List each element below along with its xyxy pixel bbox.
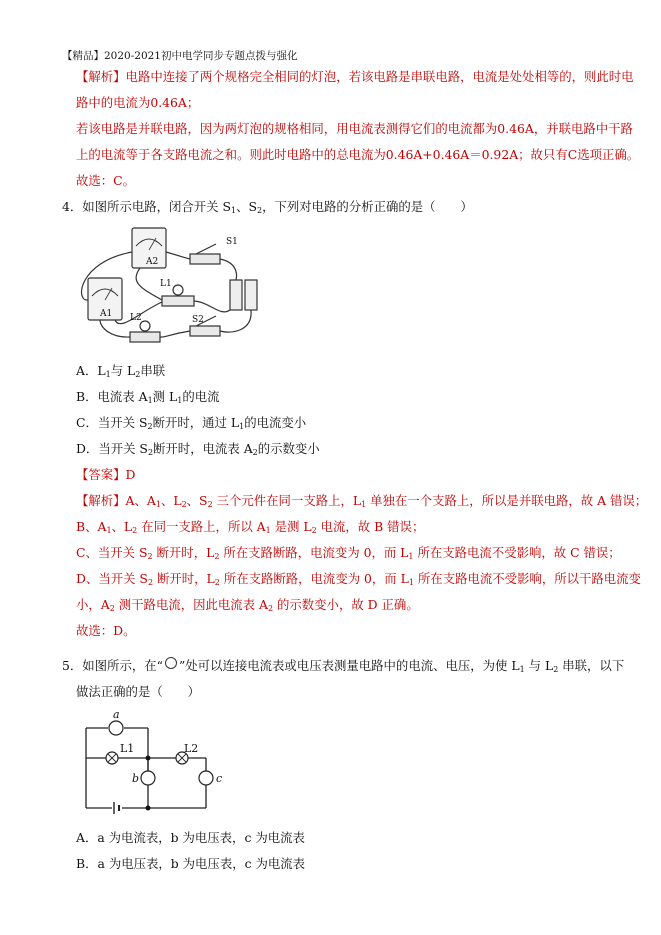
label-b: b: [132, 772, 140, 785]
label-a2: A2: [146, 257, 159, 267]
q4-conclusion: 故选：D。: [76, 623, 136, 638]
q4-analysis-line-3: C、当开关 $S_2$ 断开时，$L_2$ 所在支路断路，电流变为 0，而 $L_1$ 所在支路电流不受影响，故 C 错误；: [76, 545, 621, 561]
q4-answer: 【答案】D: [76, 467, 136, 482]
q5-option-a: A．a 为电流表，b 为电压表，c 为电流表: [76, 830, 305, 845]
switch-s2-icon: [190, 326, 220, 336]
q3-analysis-line-1: 【解析】电路中连接了两个规格完全相同的灯泡，若该电路是串联电路，电流是处处相等的，则此时电: [76, 69, 634, 84]
label-s2: S2: [192, 315, 204, 325]
label-l2: L2: [130, 313, 142, 323]
q4-analysis-line-5: 小，$A_2$ 测干路电流，因此电流表 $A_2$ 的示数变小，故 D 正确。: [76, 597, 419, 613]
q5-circuit-diagram: [76, 708, 236, 820]
bulb-l2-icon: [130, 332, 160, 342]
q4-analysis-line-1: 【解析】A、$A_1$、$L_2$、$S_2$ 三个元件在同一支路上，$L_1$ 单独在一个支路上，所以是并联电路，故 A 错误；: [76, 493, 648, 509]
q3-conclusion: 故选：C。: [76, 173, 136, 188]
label-s1: S1: [226, 237, 238, 247]
page-header: 【精品】2020-2021初中电学同步专题点拨与强化: [62, 50, 298, 62]
battery-icon: [230, 280, 242, 310]
label-l2: L2: [184, 742, 199, 755]
meter-a-icon: [109, 721, 123, 735]
switch-s1-icon: [190, 254, 220, 264]
q4-analysis-line-4: D、当开关 $S_2$ 断开时，$L_2$ 所在支路断路，电流变为 0，而 $L_1$ 所在支路电流不受影响，所以干路电流变: [76, 571, 641, 587]
q4-option-c: C．当开关 $S_2$断开时，通过 $L_1$的电流变小: [76, 415, 307, 431]
q4-stem: 4．如图所示电路，闭合开关 $S_1$、$S_2$，下列对电路的分析正确的是（ ）: [62, 199, 473, 215]
q3-analysis-line-4: 上的电流等于各支路电流之和。则此时电路中的总电流为0.46A+0.46A＝0.92A；故只有C选项正确。: [76, 147, 640, 162]
q4-circuit-figure: [70, 222, 270, 352]
q5-option-b: B．a 为电压表，b 为电压表，c 为电流表: [76, 856, 306, 871]
q5-stem-line-2: 做法正确的是（ ）: [76, 684, 200, 699]
q4-option-d: D．当开关 $S_2$断开时，电流表 $A_2$的示数变小: [76, 441, 320, 457]
q3-analysis-line-2: 路中的电流为0.46A；: [76, 95, 200, 110]
label-l1: L1: [120, 742, 135, 755]
label-a: a: [113, 708, 120, 721]
q3-analysis-line-3: 若该电路是并联电路，因为两灯泡的规格相同，用电流表测得它们的电流都为0.46A，并联电路中干路: [76, 121, 633, 136]
meter-slot-circle-icon: [163, 657, 179, 671]
q4-option-a: A．$L_1$与 $L_2$串联: [76, 363, 166, 379]
label-c: c: [216, 772, 223, 785]
meter-c-icon: [199, 771, 213, 785]
label-l1: L1: [160, 279, 172, 289]
label-a1: A1: [100, 309, 113, 319]
q5-stem-line-1: 5．如图所示，在“ ”处可以连接电流表或电压表测量电路中的电流、电压，为使 $L_1$ 与 $L_2$ 串联，以下: [62, 658, 625, 674]
q4-analysis-line-2: B、$A_1$、$L_2$ 在同一支路上，所以 $A_1$ 是测 $L_2$ 电流，故 B 错误；: [76, 519, 425, 535]
meter-b-icon: [141, 771, 155, 785]
q4-option-b: B．电流表 $A_1$测 $L_1$的电流: [76, 389, 220, 405]
bulb-l1-icon: [162, 296, 194, 306]
